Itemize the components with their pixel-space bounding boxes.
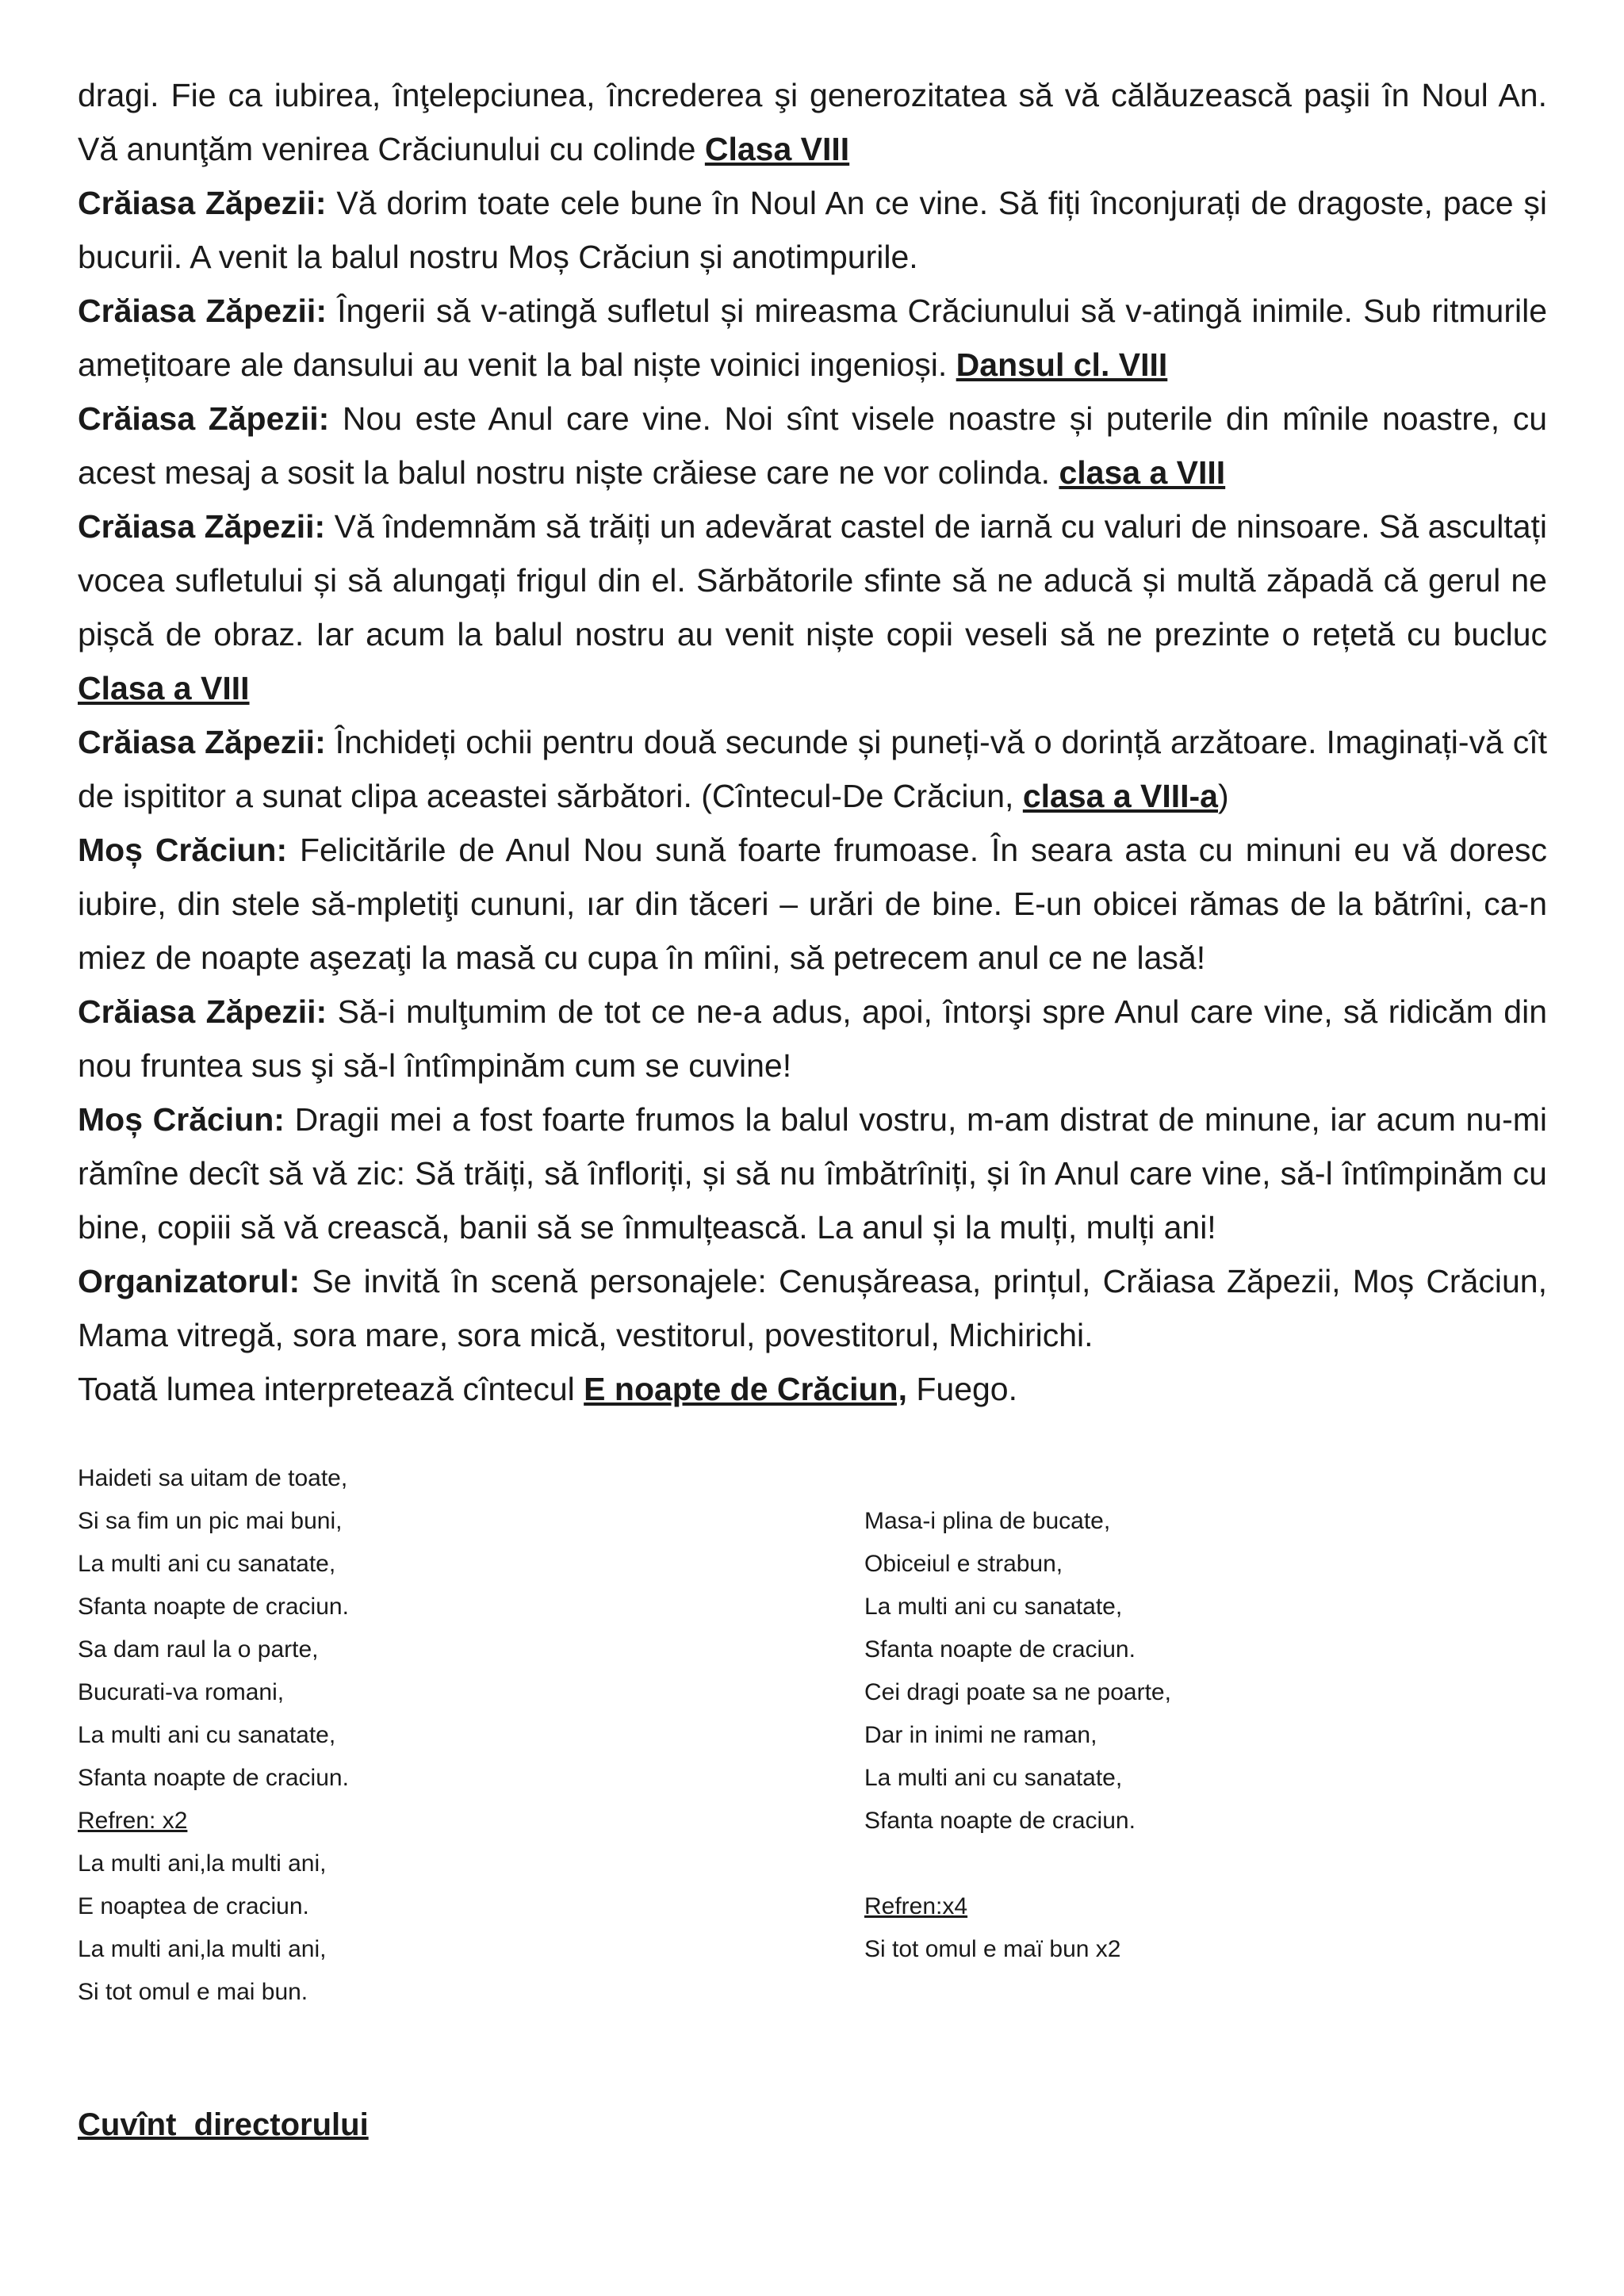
lyric-line: La multi ani cu sanatate,	[864, 1765, 1123, 1791]
speech-text: Închideți ochii pentru două secunde și puneți-vă o dorință arzătoare. Imaginați-vă cît de ispititor a sunat clipa aceastei sărbători. (Cîntecul-De Crăciun,	[78, 724, 1548, 814]
dialogue-line	[78, 499, 1547, 715]
lyric-line: La multi ani cu sanatate,	[78, 1551, 336, 1577]
dialogue-line	[78, 715, 1547, 823]
lyric-line: Dar in inimi ne raman,	[864, 1722, 1097, 1748]
final-line-text: Toată lumea interpretează cîntecul	[78, 1371, 584, 1407]
lyric-line: La multi ani cu sanatate,	[78, 1722, 336, 1748]
speech-text: Vă dorim toate cele bune în Noul An ce vine. Să fiți înconjurați de dragoste, pace și bucurii. A venit la balul nostru Moș Crăciun și anotimpurile.	[78, 185, 1548, 275]
act-reference: clasa a VIII-a	[1022, 778, 1218, 814]
refrain-label: Refren:x4	[864, 1893, 968, 1919]
song-title: E noapte de Crăciun,	[584, 1371, 907, 1407]
dialogue-line	[78, 1093, 1547, 1254]
lyric-line: Si tot omul e maï bun x2	[864, 1936, 1121, 1962]
speaker-name: Crăiasa Zăpezii:	[78, 993, 327, 1030]
intro-paragraph	[78, 68, 1547, 176]
lyric-line: Si sa fim un pic mai buni,	[78, 1508, 343, 1534]
speaker-name: Crăiasa Zăpezii:	[78, 724, 326, 760]
speech-text: Să-i mulţumim de tot ce ne-a adus, apoi, întorşi spre Anul care vine, să ridicăm din nou fruntea sus şi să-l întîmpinăm cum se cuvine!	[78, 993, 1547, 1084]
script-text	[78, 68, 1547, 1416]
lyric-line: Sa dam raul la o parte,	[78, 1636, 319, 1663]
lyric-line: Bucurati-va romani,	[78, 1679, 285, 1705]
lyric-line: Haideti sa uitam de toate,	[78, 1465, 348, 1491]
lyric-line: Sfanta noapte de craciun.	[78, 1765, 349, 1791]
dialogue-line	[78, 985, 1547, 1093]
act-reference: clasa a VIII	[1059, 454, 1226, 491]
speech-text: Felicitările de Anul Nou sună foarte frumoase. În seara asta cu minuni eu vă doresc iubire, din stele să-mpletiţi cununi, ıar din tăceri – urări de bine. E-un obicei rămas de la bătrîni, ca-n miez de noapte aşezaţi la masă cu cupa în mîini, să petrecem anul ce ne lasă!	[78, 832, 1547, 976]
speech-tail: )	[1218, 778, 1229, 814]
intro-text: dragi. Fie ca iubirea, înţelepciunea, încrederea şi generozitatea să vă călăuzească paşii în Noul An. Vă anunţăm venirea Crăciunului cu colinde	[78, 77, 1547, 167]
speaker-name: Crăiasa Zăpezii:	[78, 400, 330, 437]
lyrics-left-column	[78, 1457, 633, 2014]
speech-text: Îngerii să v-atingă sufletul și mireasma Crăciunului să v-atingă inimile. Sub ritmurile amețitoare ale dansului au venit la bal niște voinici ingenioși.	[78, 293, 1548, 383]
speaker-name: Moș Crăciun:	[78, 832, 288, 868]
speech-text: Dragii mei a fost foarte frumos la balul vostru, m-am distrat de minune, iar acum nu-mi rămîne decît să vă zic: Să trăiți, să înfloriți, și să nu îmbătrîniți, și în Anul care vine, să-l întîmpinăm cu bine, copiii să vă crească, banii să se înmulțească. La anul și la mulți, mulți ani!	[78, 1101, 1547, 1246]
speech-text: Nou este Anul care vine. Noi sînt visele noastre și puterile din mînile noastre, cu acest mesaj a sosit la balul nostru niște crăiese care ne vor colinda.	[78, 400, 1547, 491]
lyric-line: Sfanta noapte de craciun.	[864, 1808, 1136, 1834]
lyric-line: La multi ani cu sanatate,	[864, 1594, 1123, 1620]
speaker-name: Organizatorul:	[78, 1263, 301, 1299]
blank-line	[864, 1843, 1419, 1885]
lyric-line: Cei dragi poate sa ne poarte,	[864, 1679, 1171, 1705]
speaker-name: Crăiasa Zăpezii:	[78, 293, 327, 329]
lyric-line: Masa-i plina de bucate,	[864, 1508, 1111, 1534]
dialogue-line	[78, 1254, 1547, 1362]
speech-text: Se invită în scenă personajele: Cenușăreasa, prințul, Crăiasa Zăpezii, Moș Crăciun, Mama vitregă, sora mare, sora mică, vestitorul, povestitorul, Michirichi.	[78, 1263, 1547, 1353]
dialogue-line	[78, 392, 1547, 499]
lyric-line: Si tot omul e mai bun.	[78, 1979, 308, 2005]
lyrics-right-column	[864, 1500, 1419, 1971]
act-reference: Clasa a VIII	[78, 670, 250, 706]
act-reference: Clasa VIII	[704, 131, 850, 167]
lyric-line: E noaptea de craciun.	[78, 1893, 309, 1919]
refrain-label: Refren: x2	[78, 1808, 188, 1834]
closing-heading: Cuvînt directorului	[78, 2107, 369, 2142]
lyric-line: Obiceiul e strabun,	[864, 1551, 1063, 1577]
speaker-name: Crăiasa Zăpezii:	[78, 508, 326, 545]
lyric-line: La multi ani,la multi ani,	[78, 1850, 327, 1877]
speaker-name: Moș Crăciun:	[78, 1101, 285, 1138]
act-reference: Dansul cl. VIII	[956, 346, 1168, 383]
speech-text: Vă îndemnăm să trăiți un adevărat castel de iarnă cu valuri de ninsoare. Să ascultați vocea sufletului și să alungați frigul din el. Sărbătorile sfinte să ne aducă și multă zăpadă că gerul ne pișcă de obraz. Iar acum la balul nostru au venit niște copii veseli să ne prezinte o rețetă cu bucluc	[78, 508, 1548, 652]
speaker-name: Crăiasa Zăpezii:	[78, 185, 327, 221]
final-song-line	[78, 1362, 1547, 1416]
dialogue-line	[78, 284, 1547, 392]
dialogue-line	[78, 176, 1547, 284]
final-line-tail: Fuego.	[906, 1371, 1018, 1407]
lyric-line: Sfanta noapte de craciun.	[864, 1636, 1136, 1663]
dialogue-line	[78, 823, 1547, 985]
lyric-line: La multi ani,la multi ani,	[78, 1936, 327, 1962]
lyric-line: Sfanta noapte de craciun.	[78, 1594, 349, 1620]
